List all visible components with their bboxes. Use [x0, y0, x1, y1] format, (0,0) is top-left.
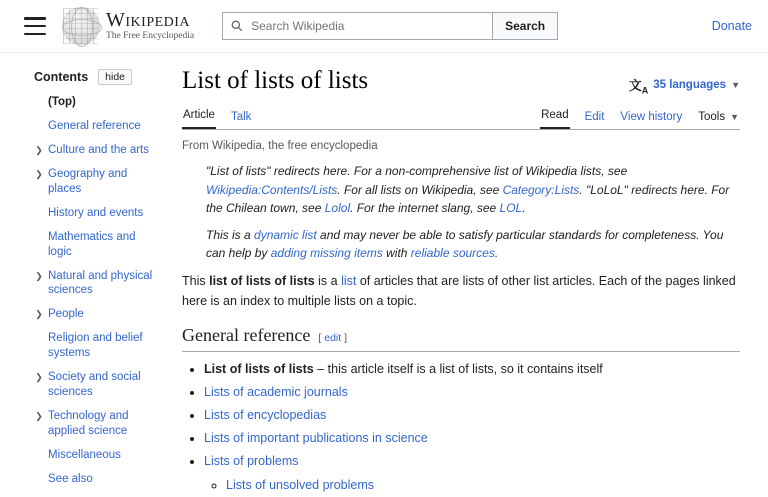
- hatnote-text: . For all lists on Wikipedia, see: [337, 182, 503, 197]
- search-area: [222, 12, 558, 40]
- bracket: ]: [344, 331, 348, 344]
- toc-item-religion-and-belief-systems[interactable]: [34, 331, 162, 361]
- site-header: [0, 0, 768, 52]
- search-icon: [231, 20, 243, 32]
- toc-item-society-and-social-sciences[interactable]: [34, 370, 162, 400]
- tab-view-history[interactable]: View history: [620, 111, 683, 123]
- section-heading-general-reference: [182, 325, 740, 352]
- link-lists-of-problems[interactable]: Lists of problems: [204, 454, 299, 469]
- article-content: [172, 53, 768, 492]
- tab-talk[interactable]: Talk: [230, 111, 252, 123]
- list-item[interactable]: [226, 474, 740, 497]
- list-item[interactable]: [204, 381, 740, 404]
- link-lists-of-encyclopedias[interactable]: Lists of encyclopedias: [204, 408, 327, 423]
- site-subtitle: From Wikipedia, the free encyclopedia: [182, 140, 378, 152]
- chevron-down-icon: ▼: [730, 112, 739, 122]
- toc-item-label[interactable]: Society and social sciences: [48, 371, 141, 399]
- spacer: [34, 95, 44, 97]
- search-button[interactable]: Search: [492, 12, 558, 40]
- toc-item-label[interactable]: Geography and places: [48, 167, 128, 195]
- globe-puzzle-icon: [62, 7, 100, 45]
- chevron-down-icon: ▼: [731, 80, 740, 91]
- hatnote-text: and may never be able to satisfy particular standards for completeness. You can help by: [206, 227, 724, 261]
- toc-item-natural-and-physical-sciences[interactable]: [34, 269, 162, 299]
- link-wikipedia-contents-lists[interactable]: Wikipedia:Contents/Lists: [206, 182, 338, 197]
- toc-item-label[interactable]: Technology and applied science: [48, 410, 129, 437]
- link-dynamic-list[interactable]: dynamic list: [254, 227, 317, 242]
- section-edit-link[interactable]: [318, 332, 347, 344]
- link-list[interactable]: list: [341, 273, 357, 288]
- logo-tagline: The Free Encyclopedia: [106, 31, 195, 42]
- bracket: [: [318, 331, 322, 344]
- tools-menu[interactable]: [697, 107, 740, 129]
- table-of-contents: [0, 53, 172, 485]
- chevron-right-icon[interactable]: ❯: [35, 270, 43, 281]
- chevron-right-icon[interactable]: ❯: [35, 372, 43, 383]
- sub-list: [204, 474, 740, 497]
- list-item[interactable]: [204, 404, 740, 427]
- chevron-right-icon[interactable]: ❯: [35, 309, 43, 320]
- article-tabs: [182, 105, 740, 130]
- lead-bold-term: list of lists of lists: [209, 273, 315, 288]
- title-row: [182, 67, 740, 101]
- language-count-label: 35 languages: [653, 79, 727, 92]
- tab-edit[interactable]: Edit: [584, 111, 605, 123]
- chevron-right-icon[interactable]: ❯: [35, 168, 43, 179]
- general-reference-list: [182, 358, 740, 497]
- link-lolol[interactable]: Lolol: [324, 201, 351, 216]
- toc-list: [34, 95, 162, 487]
- toc-title: Contents: [34, 70, 89, 84]
- toc-item-label[interactable]: (Top): [48, 96, 76, 108]
- hatnote-text: .: [522, 201, 526, 216]
- toc-item-label[interactable]: Miscellaneous: [48, 448, 121, 461]
- link-lists-of-unsolved-problems[interactable]: Lists of unsolved problems: [226, 477, 374, 492]
- lead-text: of articles that are lists of other list articles. Each of the pages linked here is an index to multiple lists on a topic.: [182, 273, 736, 308]
- toc-item-miscellaneous[interactable]: [34, 448, 162, 463]
- hatnote-text: . "LoLoL" redirects here. For the Chilean town, see: [206, 182, 730, 216]
- toc-item-label[interactable]: Culture and the arts: [48, 143, 150, 156]
- link-lists-of-academic-journals[interactable]: Lists of academic journals: [204, 385, 348, 400]
- toc-item-mathematics-and-logic[interactable]: [34, 230, 162, 260]
- page-body: [0, 53, 768, 492]
- page-title: List of lists of lists: [182, 67, 369, 94]
- list-item[interactable]: [204, 427, 740, 450]
- tab-article[interactable]: Article: [182, 105, 216, 129]
- toc-item-people[interactable]: [34, 307, 162, 322]
- edit-label[interactable]: edit: [324, 331, 342, 344]
- lead-text: is a: [314, 273, 342, 288]
- list-item-bold: List of lists of lists: [204, 361, 314, 376]
- toc-item-label[interactable]: See also: [48, 472, 93, 485]
- link-lists-of-important-publications-in-science[interactable]: Lists of important publications in science: [204, 431, 428, 446]
- language-icon: 文$_A$: [628, 78, 649, 96]
- link-category-lists[interactable]: Category:Lists: [502, 182, 580, 197]
- toc-item-label[interactable]: General reference: [48, 119, 141, 132]
- toc-item-technology-and-applied-science[interactable]: [34, 409, 162, 439]
- search-input[interactable]: [249, 18, 484, 34]
- toc-item-geography-and-places[interactable]: [34, 167, 162, 197]
- hatnote-text: This is a: [206, 227, 255, 242]
- logo-wordmark: WIKIPEDIA: [106, 9, 191, 32]
- namespace-tabs: [182, 105, 252, 129]
- hatnote-dynamic-list: [206, 226, 740, 263]
- toc-item-label[interactable]: Religion and belief systems: [48, 332, 143, 360]
- toc-item-culture-and-the-arts[interactable]: [34, 143, 162, 158]
- list-item: [204, 358, 740, 381]
- toc-item-label[interactable]: Mathematics and logic: [48, 230, 136, 258]
- list-item-tail: – this article itself is a list of lists, so it contains itself: [313, 361, 603, 376]
- toc-hide-button[interactable]: hide: [98, 69, 132, 85]
- link-adding-missing-items[interactable]: adding missing items: [270, 246, 383, 261]
- chevron-right-icon[interactable]: ❯: [35, 144, 43, 155]
- link-reliable-sources[interactable]: reliable sources: [410, 246, 495, 261]
- donate-link[interactable]: Donate: [711, 19, 752, 33]
- tab-read[interactable]: Read: [540, 105, 570, 129]
- toc-item-see-also[interactable]: [34, 472, 162, 487]
- toc-item-label[interactable]: Natural and physical sciences: [48, 269, 153, 297]
- lead-text: This: [182, 273, 210, 288]
- section-title: General reference: [182, 324, 311, 345]
- hatnote-text: . For the internet slang, see: [350, 201, 500, 216]
- toc-item-history-and-events[interactable]: [34, 206, 162, 221]
- list-item[interactable]: [204, 450, 740, 496]
- hatnote-text: .: [494, 246, 499, 261]
- toc-item-top[interactable]: [34, 95, 162, 110]
- toc-item-label[interactable]: History and events: [48, 206, 144, 219]
- wikipedia-logo[interactable]: [62, 7, 194, 45]
- toc-header: [34, 69, 162, 85]
- view-tabs: [540, 105, 740, 129]
- tools-label: Tools: [698, 111, 726, 123]
- hatnote-text: with: [382, 246, 411, 261]
- hatnote-text: "List of lists" redirects here. For a non-comprehensive list of Wikipedia lists, see: [206, 164, 628, 178]
- language-selector[interactable]: [629, 67, 740, 96]
- hatnote-redirect: [206, 162, 740, 218]
- toc-item-label[interactable]: People: [48, 308, 84, 321]
- search-box[interactable]: [222, 12, 492, 40]
- lead-paragraph: [182, 271, 740, 311]
- chevron-right-icon[interactable]: ❯: [35, 411, 43, 422]
- toc-item-general-reference[interactable]: [34, 119, 162, 134]
- link-lol[interactable]: LOL: [499, 201, 523, 216]
- main-menu-icon[interactable]: [24, 17, 46, 35]
